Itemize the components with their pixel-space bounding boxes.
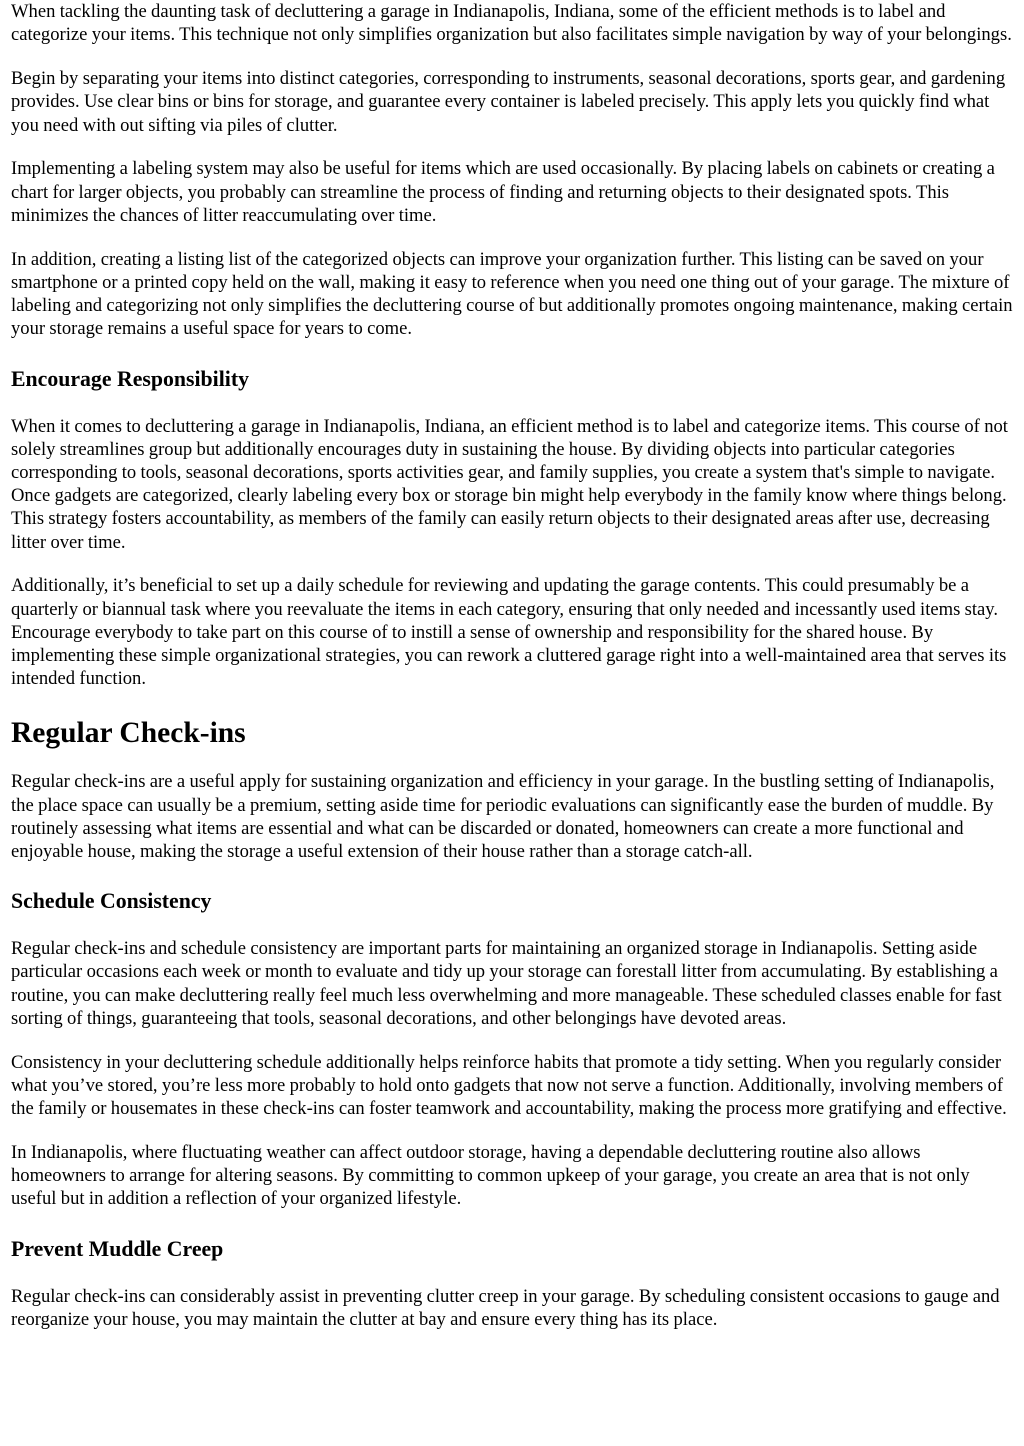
heading-schedule-consistency: Schedule Consistency (11, 889, 212, 914)
intro-paragraph-4: In addition, creating a listing list of the categorized objects can improve your organization further. This listing can be saved on your smartphone or a printed copy held on the wall, making it easy to reference when you need one thing out of your garage. The mixture of labeling and categorizing not only simplifies the decluttering course of but additionally promotes ongoing maintenance, making certain your storage remains a useful space for years to come. (11, 248, 1013, 340)
checkins-paragraph-1: Regular check-ins are a useful apply for sustaining organization and efficiency in your garage. In the bustling setting of Indianapolis, the place space can usually be a premium, setting aside time for periodic evaluations can significantly ease the burden of muddle. By routinely assessing what items are essential and what can be discarded or donated, homeowners can create a more functional and enjoyable house, making the storage a useful extension of their house rather than a storage catch-all. (11, 771, 995, 863)
responsibility-paragraph-2: Additionally, it’s beneficial to set up a daily schedule for reviewing and updating the garage contents. This could presumably be a quarterly or biannual task where you reevaluate the items in each category, ensuring that only needed and incessantly used items stay. Encourage everybody to take part on this course of to instill a sense of ownership and responsibility for the shared house. By implementing these simple organizational strategies, you can rework a cluttered garage right into a well-maintained area that serves its intended function. (11, 575, 1007, 690)
intro-paragraph-3: Implementing a labeling system may also be useful for items which are used occasionally. By placing labels on cabinets or creating a chart for larger objects, you probably can streamline the process of finding and returning objects to their designated spots. This minimizes the chances of litter reaccumulating over time. (11, 158, 995, 226)
schedule-paragraph-3: In Indianapolis, where fluctuating weather can affect outdoor storage, having a dependable decluttering routine also allows homeowners to arrange for altering seasons. By committing to common upkeep of your garage, you create an area that is not only useful but in addition a reflection of your organized lifestyle. (11, 1142, 970, 1210)
intro-paragraph-2: Begin by separating your items into distinct categories, corresponding to instruments, seasonal decorations, sports gear, and gardening provides. Use clear bins or bins for storage, and guarantee every container is labeled precisely. This apply lets you quickly find what you need with out sifting via piles of clutter. (11, 68, 1006, 136)
schedule-paragraph-2: Consistency in your decluttering schedule additionally helps reinforce habits that promote a tidy setting. When you regularly consider what you’ve stored, you’re less more probably to hold onto gadgets that now not serve a function. Additionally, involving members of the family or housemates in these check-ins can foster teamwork and accountability, making the process more gratifying and effective. (11, 1051, 1007, 1120)
heading-encourage-responsibility: Encourage Responsibility (11, 366, 249, 391)
responsibility-paragraph-1: When it comes to decluttering a garage in Indianapolis, Indiana, an efficient method is to label and categorize items. This course of not solely streamlines group but additionally encourages duty in sustaining the house. By dividing objects into particular categories corresponding to tools, seasonal decorations, sports activities gear, and family supplies, you create a system that's simple to navigate. Once gadgets are categorized, clearly labeling every box or storage bin might help everybody in the family know where things belong. This strategy fosters accountability, as members of the family can easily return objects to their designated areas after use, decreasing litter over time. (11, 415, 1008, 553)
heading-prevent-muddle-creep: Prevent Muddle Creep (11, 1236, 224, 1261)
intro-paragraph-1: When tackling the daunting task of decluttering a garage in Indianapolis, Indiana, some of the efficient methods is to label and categorize your items. This technique not only simplifies organization but also facilitates simple navigation by way of your belongings. (11, 1, 1012, 46)
schedule-paragraph-1: Regular check-ins and schedule consistency are important parts for maintaining an organized storage in Indianapolis. Setting aside particular occasions each week or month to evaluate and tidy up your storage can forestall litter from accumulating. By establishing a routine, you can make decluttering really feel much less overwhelming and more manageable. These scheduled classes enable for fast sorting of things, guaranteeing that tools, seasonal decorations, and other belongings have devoted areas. (11, 938, 1002, 1029)
muddle-paragraph-1: Regular check-ins can considerably assist in preventing clutter creep in your garage. By scheduling consistent occasions to gauge and reorganize your house, you may maintain the clutter at bay and ensure every thing has its place. (11, 1285, 1000, 1330)
heading-regular-check-ins: Regular Check-ins (11, 717, 246, 750)
